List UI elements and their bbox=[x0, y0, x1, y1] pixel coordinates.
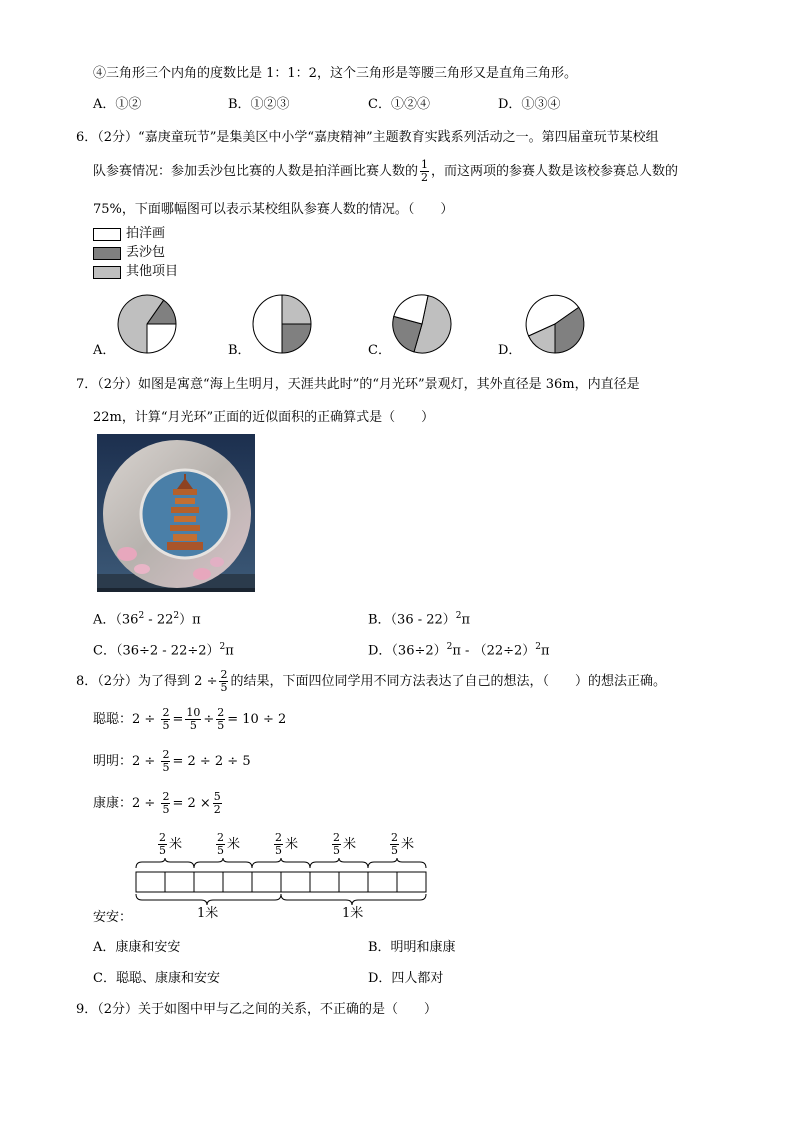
brace-top-4 bbox=[310, 858, 368, 868]
legend-label-diushabao: 丢沙包 bbox=[126, 245, 166, 260]
q8-option-c: C．聪聪、康康和安安 bbox=[93, 971, 220, 986]
anan-bar-diagram bbox=[134, 856, 434, 916]
anan-seg-label-5: $\frac{2}{5}$ 米 bbox=[391, 831, 415, 857]
q6-line2 bbox=[93, 158, 678, 186]
kangkang-line: 康康：2 ÷ $\frac{2}{5}$ = 2 × $\frac{5}{2}$ bbox=[93, 790, 221, 816]
anan-seg-label-1: $\frac{2}{5}$ 米 bbox=[159, 831, 183, 857]
q8-option-a: A．康康和安安 bbox=[93, 940, 181, 955]
q7-line1: 7．（2分）如图是寓意“海上生明月，天涯共此时”的“月光环”景观灯，其外直径是 36m，内直径是 bbox=[76, 377, 640, 392]
pie-chart-c bbox=[392, 294, 452, 354]
q8-line1: 8．（2分）为了得到 2 ÷ $\frac{2}{5}$ 的结果，下面四位同学用不同方法表达了自己的想法，（ ）的想法正确。 bbox=[76, 668, 666, 694]
q5-option-b: B．①②③ bbox=[228, 97, 290, 112]
q5-option-c: C．①②④ bbox=[368, 97, 430, 112]
legend-label-qita: 其他项目 bbox=[126, 264, 179, 279]
q6-option-b-label: B． bbox=[228, 343, 251, 358]
q6-line3: 75%，下面哪幅图可以表示某校组队参赛人数的情况。（ ） bbox=[93, 202, 454, 217]
pie-b-slice-dark bbox=[282, 324, 311, 353]
brace-top-1 bbox=[136, 858, 194, 868]
q5-option-d: D．①③④ bbox=[498, 97, 561, 112]
q6-option-c-label: C． bbox=[368, 343, 391, 358]
q5-item4: ④三角形三个内角的度数比是 1：1：2，这个三角形是等腰三角形又是直角三角形。 bbox=[93, 66, 577, 81]
q6-line2b: ，而这两项的参赛人数是该校参赛总人数的 bbox=[431, 164, 679, 179]
q6-line1: 6．（2分）“嘉庚童玩节”是集美区中小学“嘉庚精神”主题教育实践系列活动之一。第四届童玩节某校组 bbox=[76, 130, 659, 145]
brace-top-5 bbox=[368, 858, 426, 868]
q6-option-a-label: A． bbox=[93, 343, 116, 358]
mingming-line: 明明：2 ÷ $\frac{2}{5}$ = 2 ÷ 2 ÷ 5 bbox=[93, 748, 251, 774]
anan-label: 安安： bbox=[93, 910, 133, 925]
q7-option-a: A．$(36^2 - 22^2)\pi$ bbox=[93, 611, 201, 628]
q5-option-a: A．①② bbox=[93, 97, 142, 112]
q6-option-d-label: D． bbox=[498, 343, 522, 358]
q7-line2: 22m，计算“月光环”正面的近似面积的正确算式是（ ） bbox=[93, 410, 435, 425]
pie-chart-d bbox=[525, 294, 585, 354]
q7-option-d: D．$(36\div 2)^2\pi - (22\div 2)^2\pi$ bbox=[368, 642, 550, 659]
q7-option-c: C．$(36\div 2 - 22\div 2)^2\pi$ bbox=[93, 642, 234, 659]
anan-seg-label-4: $\frac{2}{5}$ 米 bbox=[333, 831, 357, 857]
q8-option-d: D．四人都对 bbox=[368, 971, 444, 986]
pie-b-slice-white bbox=[253, 295, 282, 353]
anan-seg-label-2: $\frac{2}{5}$ 米 bbox=[217, 831, 241, 857]
pie-chart-b bbox=[252, 294, 312, 354]
pie-chart-a bbox=[117, 294, 177, 354]
brace-top-3 bbox=[252, 858, 310, 868]
one-meter-label-1: 1米 bbox=[197, 906, 219, 921]
legend-swatch-qita bbox=[93, 266, 121, 279]
q6-fraction: $\frac{1}{2}$ bbox=[421, 158, 429, 184]
brace-bottom-2 bbox=[281, 894, 426, 905]
legend-swatch-diushabao bbox=[93, 247, 121, 260]
pie-a-slice-white bbox=[147, 324, 176, 353]
one-meter-label-2: 1米 bbox=[342, 906, 364, 921]
pie-b-slice-light bbox=[282, 295, 311, 324]
congcong-line: 聪聪：2 ÷ $\frac{2}{5}$ = $\frac{10}{5}$ ÷ $\frac{2}{5}$ = 10 ÷ 2 bbox=[93, 706, 287, 732]
legend-label-paiyanghua: 拍洋画 bbox=[126, 226, 166, 241]
moon-ring-photo bbox=[97, 434, 255, 592]
brace-bottom-1 bbox=[136, 894, 281, 905]
q8-option-b: B．明明和康康 bbox=[368, 940, 456, 955]
legend-swatch-paiyanghua bbox=[93, 228, 121, 241]
brace-top-2 bbox=[194, 858, 252, 868]
q7-option-b: B．（36 - 22）$^2$π bbox=[368, 611, 471, 628]
q9-line1: 9．（2分）关于如图中甲与乙之间的关系，不正确的是（ ） bbox=[76, 1002, 438, 1017]
anan-seg-label-3: $\frac{2}{5}$ 米 bbox=[275, 831, 299, 857]
q6-line2a: 队参赛情况：参加丢沙包比赛的人数是拍洋画比赛人数的 bbox=[93, 164, 419, 179]
